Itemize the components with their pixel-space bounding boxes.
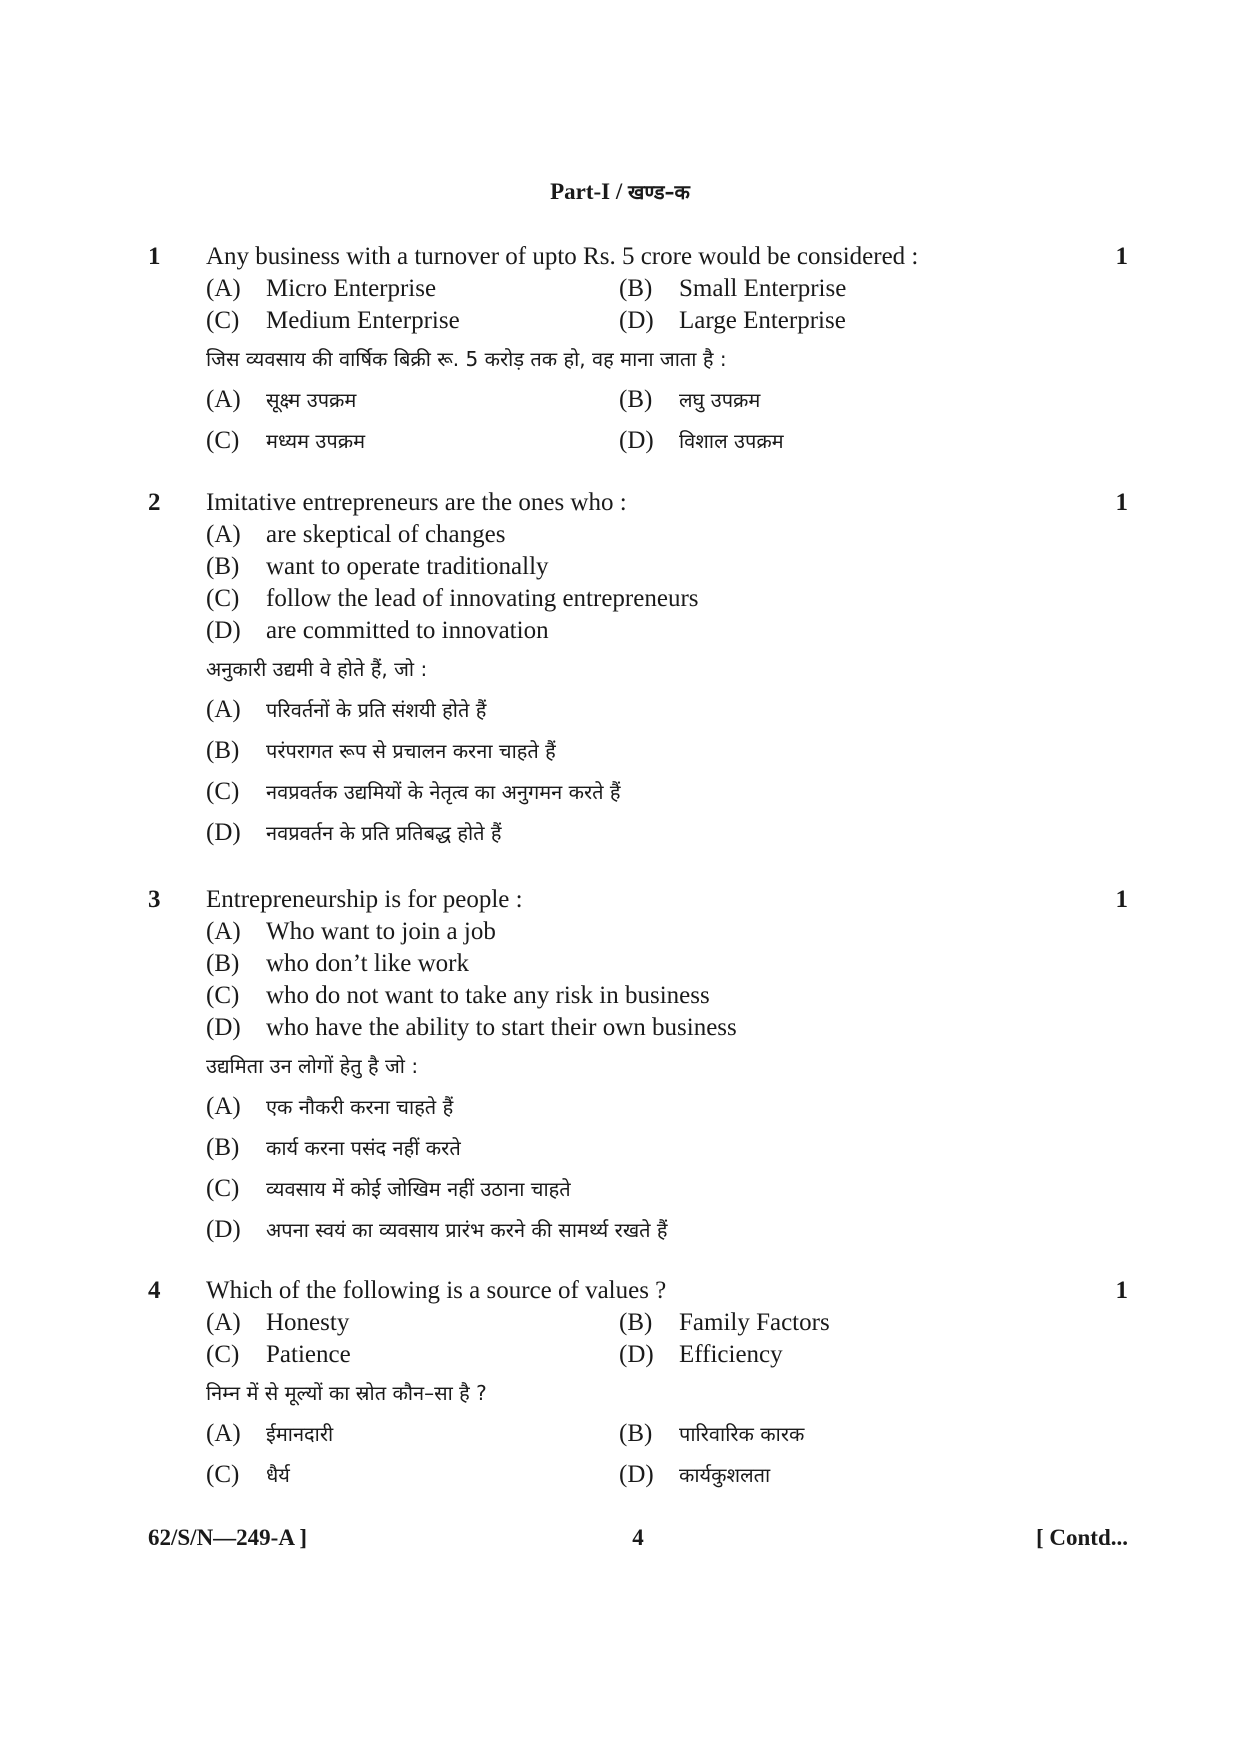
page-footer bbox=[148, 1525, 1128, 1559]
option-b: (B) want to operate traditionally bbox=[206, 553, 549, 580]
question-2 bbox=[148, 487, 1128, 853]
option-c: (C) Medium Enterprise bbox=[206, 307, 460, 334]
question-marks: 1 bbox=[1115, 1277, 1128, 1304]
option-c: (C) follow the lead of innovating entrepreneurs bbox=[206, 585, 699, 612]
option-c-hi: (C) व्यवसाय में कोई जोखिम नहीं उठाना चाहते bbox=[206, 1175, 571, 1202]
question-number: 2 bbox=[148, 489, 161, 516]
question-number: 4 bbox=[148, 1277, 161, 1304]
option-d: (D) Large Enterprise bbox=[619, 307, 846, 334]
option-c: (C) who do not want to take any risk in business bbox=[206, 982, 710, 1009]
part-separator: / bbox=[615, 179, 623, 204]
continued-note: [ Contd... bbox=[1035, 1525, 1128, 1550]
option-d: (D) Efficiency bbox=[619, 1341, 783, 1368]
option-b-hi: (B) परंपरागत रूप से प्रचालन करना चाहते हैं bbox=[206, 737, 556, 764]
option-b: (B) Small Enterprise bbox=[619, 275, 847, 302]
option-a: (A) Micro Enterprise bbox=[206, 275, 437, 302]
question-1 bbox=[148, 241, 1128, 461]
question-marks: 1 bbox=[1115, 886, 1128, 913]
option-b-hi: (B) पारिवारिक कारक bbox=[619, 1420, 805, 1447]
option-c-hi: (C) मध्यम उपक्रम bbox=[206, 427, 366, 454]
option-b-hi: (B) लघु उपक्रम bbox=[619, 386, 761, 413]
option-c-hi: (C) धैर्य bbox=[206, 1461, 290, 1488]
question-hindi bbox=[206, 649, 1128, 853]
question-marks: 1 bbox=[1115, 489, 1128, 516]
question-text-hi: निम्न में से मूल्यों का स्रोत कौन–सा है ? bbox=[206, 1381, 487, 1405]
question-text: Imitative entrepreneurs are the ones who : bbox=[206, 489, 627, 516]
question-number: 3 bbox=[148, 886, 161, 913]
page-number: 4 bbox=[632, 1525, 644, 1550]
option-d-hi: (D) अपना स्वयं का व्यवसाय प्रारंभ करने की सामर्थ्य रखते हैं bbox=[206, 1216, 668, 1243]
option-a: (A) Who want to join a job bbox=[206, 918, 496, 945]
option-b-hi: (B) कार्य करना पसंद नहीं करते bbox=[206, 1134, 461, 1161]
paper-code: 62/S/N—249-A ] bbox=[148, 1525, 308, 1550]
option-a-hi: (A) परिवर्तनों के प्रति संशयी होते हैं bbox=[206, 696, 487, 723]
question-hindi bbox=[206, 339, 1128, 461]
question-text: Entrepreneurship is for people : bbox=[206, 886, 523, 913]
option-a-hi: (A) ईमानदारी bbox=[206, 1420, 334, 1447]
option-d: (D) are committed to innovation bbox=[206, 617, 549, 644]
option-c-hi: (C) नवप्रवर्तक उद्यमियों के नेतृत्व का अनुगमन करते हैं bbox=[206, 778, 621, 805]
question-text-hi: उद्यमिता उन लोगों हेतु है जो : bbox=[206, 1054, 419, 1078]
option-d-hi: (D) कार्यकुशलता bbox=[619, 1461, 771, 1488]
question-marks: 1 bbox=[1115, 243, 1128, 270]
question-text-hi: जिस व्यवसाय की वार्षिक बिक्री रू. 5 करोड़ तक हो, वह माना जाता है : bbox=[206, 347, 727, 371]
options-en bbox=[206, 916, 1128, 1044]
part-hi: खण्ड–क bbox=[628, 180, 690, 204]
options-en bbox=[206, 273, 1128, 337]
question-number: 1 bbox=[148, 243, 161, 270]
question-text: Any business with a turnover of upto Rs. 5 crore would be considered : bbox=[206, 243, 919, 270]
part-en: Part-I bbox=[550, 179, 611, 204]
part-heading bbox=[0, 178, 1240, 205]
option-d: (D) who have the ability to start their own business bbox=[206, 1014, 737, 1041]
question-hindi bbox=[206, 1373, 1128, 1495]
option-a-hi: (A) सूक्ष्म उपक्रम bbox=[206, 386, 357, 413]
option-b: (B) Family Factors bbox=[619, 1309, 830, 1336]
question-3 bbox=[148, 884, 1128, 1250]
option-d-hi: (D) नवप्रवर्तन के प्रति प्रतिबद्ध होते हैं bbox=[206, 819, 502, 846]
options-en bbox=[206, 1307, 1128, 1371]
option-a: (A) Honesty bbox=[206, 1309, 350, 1336]
options-en bbox=[206, 519, 1128, 647]
option-b: (B) who don’t like work bbox=[206, 950, 469, 977]
question-hindi bbox=[206, 1046, 1128, 1250]
question-text-hi: अनुकारी उद्यमी वे होते हैं, जो : bbox=[206, 657, 428, 681]
option-d-hi: (D) विशाल उपक्रम bbox=[619, 427, 784, 454]
option-a-hi: (A) एक नौकरी करना चाहते हैं bbox=[206, 1093, 454, 1120]
question-4 bbox=[148, 1275, 1128, 1495]
question-text: Which of the following is a source of values ? bbox=[206, 1277, 667, 1304]
option-a: (A) are skeptical of changes bbox=[206, 521, 506, 548]
option-c: (C) Patience bbox=[206, 1341, 351, 1368]
